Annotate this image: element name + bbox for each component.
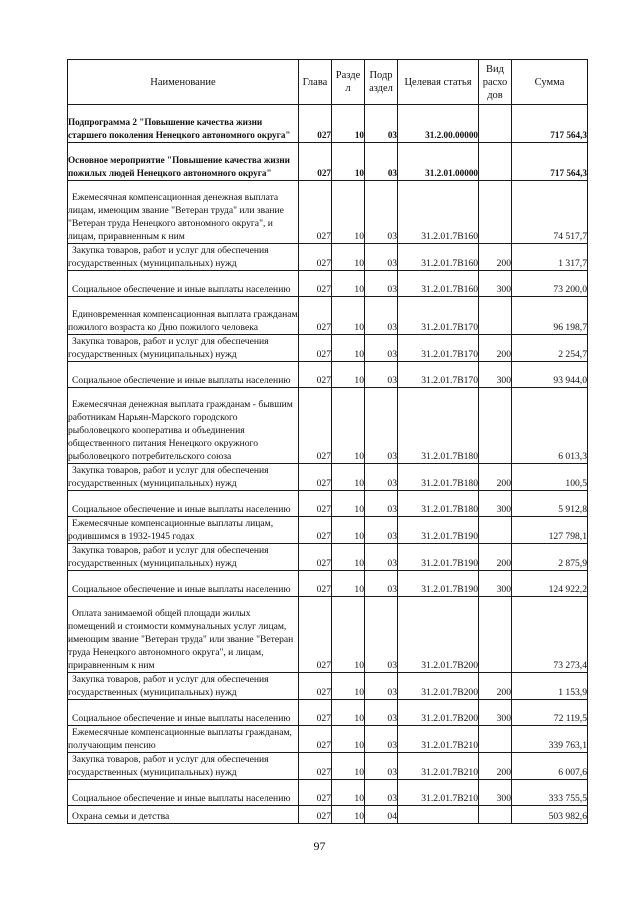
cell-name: Закупка товаров, работ и услуг для обеспечения государственных (муниципальных) нужд (68, 335, 299, 362)
cell-chapter: 027 (299, 597, 332, 673)
cell-subsection: 03 (365, 491, 398, 517)
cell-subsection: 03 (365, 780, 398, 806)
cell-type (479, 143, 512, 181)
cell-chapter: 027 (299, 571, 332, 597)
page-number: 97 (313, 839, 326, 853)
cell-sum: 2 875,9 (512, 544, 588, 571)
cell-subsection: 03 (365, 388, 398, 464)
cell-subsection: 03 (365, 726, 398, 753)
cell-chapter: 027 (299, 143, 332, 181)
header-chapter: Глава (299, 60, 332, 105)
cell-target: 31.2.01.7В180 (398, 491, 479, 517)
cell-target: 31.2.01.7В180 (398, 388, 479, 464)
header-sum: Сумма (512, 60, 588, 105)
cell-sum: 717 564,3 (512, 143, 588, 181)
cell-sum: 5 912,8 (512, 491, 588, 517)
cell-name: Социальное обеспечение и иные выплаты населению (68, 271, 299, 297)
cell-section: 10 (332, 491, 365, 517)
cell-type (479, 181, 512, 244)
cell-chapter: 027 (299, 780, 332, 806)
header-section: Разде л (332, 60, 365, 105)
cell-chapter: 027 (299, 297, 332, 335)
cell-sum: 96 198,7 (512, 297, 588, 335)
cell-type: 300 (479, 780, 512, 806)
cell-section: 10 (332, 597, 365, 673)
cell-section: 10 (332, 753, 365, 780)
cell-target: 31.2.01.7В180 (398, 464, 479, 491)
cell-sum: 127 798,1 (512, 517, 588, 544)
cell-type: 200 (479, 673, 512, 700)
cell-target: 31.2.00.00000 (398, 105, 479, 143)
cell-type: 200 (479, 464, 512, 491)
cell-type: 200 (479, 544, 512, 571)
cell-name: Основное мероприятие "Повышение качества жизни пожилых людей Ненецкого автономного округа" (68, 143, 299, 181)
cell-chapter: 027 (299, 244, 332, 271)
cell-name: Ежемесячная денежная выплата гражданам - бывшим работникам Нарьян-Марского городского рыболовецкого кооператива и объединения общественного питания Ненецкого окружного рыболовецкого потребительского союза (68, 388, 299, 464)
cell-subsection: 03 (365, 464, 398, 491)
cell-chapter: 027 (299, 464, 332, 491)
cell-target: 31.2.01.7В200 (398, 673, 479, 700)
cell-subsection: 03 (365, 143, 398, 181)
cell-name: Единовременная компенсационная выплата гражданам пожилого возраста ко Дню пожилого человека (68, 297, 299, 335)
table-header-row (68, 60, 588, 105)
cell-type (479, 726, 512, 753)
cell-name: Оплата занимаемой общей площади жилых помещений и стоимости коммунальных услуг лицам, имеющим звание "Ветеран труда" или звание "Ветеран труда Ненецкого автономного округа", и лицам, приравненным к ним (68, 597, 299, 673)
cell-target: 31.2.01.7В160 (398, 271, 479, 297)
cell-chapter: 027 (299, 753, 332, 780)
cell-name: Закупка товаров, работ и услуг для обеспечения государственных (муниципальных) нужд (68, 464, 299, 491)
cell-chapter: 027 (299, 271, 332, 297)
header-subsection: Подр аздел (365, 60, 398, 105)
cell-subsection: 03 (365, 571, 398, 597)
table-row (68, 753, 588, 780)
cell-target: 31.2.01.7В210 (398, 726, 479, 753)
table-row (68, 571, 588, 597)
budget-table (67, 59, 588, 824)
cell-chapter: 027 (299, 544, 332, 571)
cell-sum: 93 944,0 (512, 362, 588, 388)
cell-chapter: 027 (299, 673, 332, 700)
cell-subsection: 03 (365, 753, 398, 780)
cell-section: 10 (332, 244, 365, 271)
cell-type: 300 (479, 700, 512, 726)
cell-section: 10 (332, 143, 365, 181)
cell-target: 31.2.01.7В200 (398, 700, 479, 726)
cell-target: 31.2.01.00000 (398, 143, 479, 181)
cell-type (479, 517, 512, 544)
cell-section: 10 (332, 517, 365, 544)
table-row (68, 700, 588, 726)
cell-target: 31.2.01.7В190 (398, 517, 479, 544)
cell-subsection: 03 (365, 105, 398, 143)
cell-chapter: 027 (299, 517, 332, 544)
cell-type: 300 (479, 362, 512, 388)
header-type: Вид расхо дов (479, 60, 512, 105)
table-row (68, 673, 588, 700)
table-row (68, 271, 588, 297)
cell-subsection: 03 (365, 181, 398, 244)
cell-target: 31.2.01.7В160 (398, 244, 479, 271)
cell-name: Закупка товаров, работ и услуг для обеспечения государственных (муниципальных) нужд (68, 753, 299, 780)
cell-name: Закупка товаров, работ и услуг для обеспечения государственных (муниципальных) нужд (68, 673, 299, 700)
cell-sum: 6 013,3 (512, 388, 588, 464)
cell-section: 10 (332, 780, 365, 806)
cell-name: Подпрограмма 2 "Повышение качества жизни старшего поколения Ненецкого автономного округа" (68, 105, 299, 143)
cell-target: 31.2.01.7В210 (398, 753, 479, 780)
cell-sum: 124 922,2 (512, 571, 588, 597)
cell-name: Социальное обеспечение и иные выплаты населению (68, 571, 299, 597)
table-row (68, 143, 588, 181)
cell-type: 300 (479, 571, 512, 597)
cell-name: Социальное обеспечение и иные выплаты населению (68, 780, 299, 806)
table-row (68, 105, 588, 143)
table-row (68, 806, 588, 824)
cell-type (479, 806, 512, 824)
cell-section: 10 (332, 673, 365, 700)
cell-type: 200 (479, 244, 512, 271)
cell-sum: 6 007,6 (512, 753, 588, 780)
cell-subsection: 03 (365, 673, 398, 700)
cell-target: 31.2.01.7В170 (398, 362, 479, 388)
cell-sum: 1 153,9 (512, 673, 588, 700)
cell-name: Закупка товаров, работ и услуг для обеспечения государственных (муниципальных) нужд (68, 544, 299, 571)
cell-section: 10 (332, 726, 365, 753)
cell-sum: 333 755,5 (512, 780, 588, 806)
cell-section: 10 (332, 544, 365, 571)
cell-chapter: 027 (299, 105, 332, 143)
cell-sum: 717 564,3 (512, 105, 588, 143)
cell-name: Охрана семьи и детства (68, 806, 299, 824)
cell-chapter: 027 (299, 335, 332, 362)
cell-type: 200 (479, 335, 512, 362)
cell-section: 10 (332, 181, 365, 244)
cell-target: 31.2.01.7В170 (398, 297, 479, 335)
cell-sum: 73 273,4 (512, 597, 588, 673)
cell-type: 300 (479, 491, 512, 517)
table-row (68, 517, 588, 544)
cell-sum: 503 982,6 (512, 806, 588, 824)
table-row (68, 464, 588, 491)
cell-section: 10 (332, 335, 365, 362)
cell-section: 10 (332, 464, 365, 491)
cell-chapter: 027 (299, 491, 332, 517)
cell-section: 10 (332, 700, 365, 726)
cell-sum: 1 317,7 (512, 244, 588, 271)
cell-subsection: 04 (365, 806, 398, 824)
cell-sum: 339 763,1 (512, 726, 588, 753)
cell-sum: 74 517,7 (512, 181, 588, 244)
cell-chapter: 027 (299, 388, 332, 464)
table-row (68, 297, 588, 335)
cell-type: 300 (479, 271, 512, 297)
cell-name: Ежемесячные компенсационные выплаты гражданам, получающим пенсию (68, 726, 299, 753)
cell-target: 31.2.01.7В190 (398, 571, 479, 597)
cell-target (398, 806, 479, 824)
header-name: Наименование (68, 60, 299, 105)
cell-sum: 100,5 (512, 464, 588, 491)
cell-sum: 72 119,5 (512, 700, 588, 726)
cell-sum: 73 200,0 (512, 271, 588, 297)
table-row (68, 726, 588, 753)
table-row (68, 181, 588, 244)
table-row (68, 244, 588, 271)
cell-target: 31.2.01.7В200 (398, 597, 479, 673)
table-row (68, 362, 588, 388)
cell-type (479, 297, 512, 335)
cell-section: 10 (332, 271, 365, 297)
cell-chapter: 027 (299, 362, 332, 388)
cell-target: 31.2.01.7В210 (398, 780, 479, 806)
cell-section: 10 (332, 571, 365, 597)
table-row (68, 597, 588, 673)
cell-subsection: 03 (365, 700, 398, 726)
cell-name: Социальное обеспечение и иные выплаты населению (68, 362, 299, 388)
cell-subsection: 03 (365, 297, 398, 335)
cell-section: 10 (332, 297, 365, 335)
cell-name: Социальное обеспечение и иные выплаты населению (68, 491, 299, 517)
table-row (68, 544, 588, 571)
cell-section: 10 (332, 388, 365, 464)
cell-subsection: 03 (365, 544, 398, 571)
cell-type (479, 597, 512, 673)
table-row (68, 335, 588, 362)
table-row (68, 780, 588, 806)
cell-target: 31.2.01.7В160 (398, 181, 479, 244)
cell-sum: 2 254,7 (512, 335, 588, 362)
cell-name: Закупка товаров, работ и услуг для обеспечения государственных (муниципальных) нужд (68, 244, 299, 271)
table-row (68, 388, 588, 464)
cell-type (479, 105, 512, 143)
cell-target: 31.2.01.7В190 (398, 544, 479, 571)
cell-type: 200 (479, 753, 512, 780)
cell-subsection: 03 (365, 362, 398, 388)
cell-subsection: 03 (365, 517, 398, 544)
cell-chapter: 027 (299, 181, 332, 244)
cell-chapter: 027 (299, 726, 332, 753)
cell-subsection: 03 (365, 597, 398, 673)
cell-name: Ежемесячная компенсационная денежная выплата лицам, имеющим звание "Ветеран труда" или звание "Ветеран труда Ненецкого автономного округа", и лицам, приравненным к ним (68, 181, 299, 244)
cell-chapter: 027 (299, 806, 332, 824)
cell-name: Ежемесячные компенсационные выплаты лицам, родившимся в 1932-1945 годах (68, 517, 299, 544)
cell-subsection: 03 (365, 335, 398, 362)
table-row (68, 491, 588, 517)
cell-name: Социальное обеспечение и иные выплаты населению (68, 700, 299, 726)
cell-section: 10 (332, 806, 365, 824)
cell-type (479, 388, 512, 464)
cell-target: 31.2.01.7В170 (398, 335, 479, 362)
header-target: Целевая статья (398, 60, 479, 105)
cell-chapter: 027 (299, 700, 332, 726)
cell-subsection: 03 (365, 244, 398, 271)
cell-section: 10 (332, 362, 365, 388)
cell-subsection: 03 (365, 271, 398, 297)
cell-section: 10 (332, 105, 365, 143)
